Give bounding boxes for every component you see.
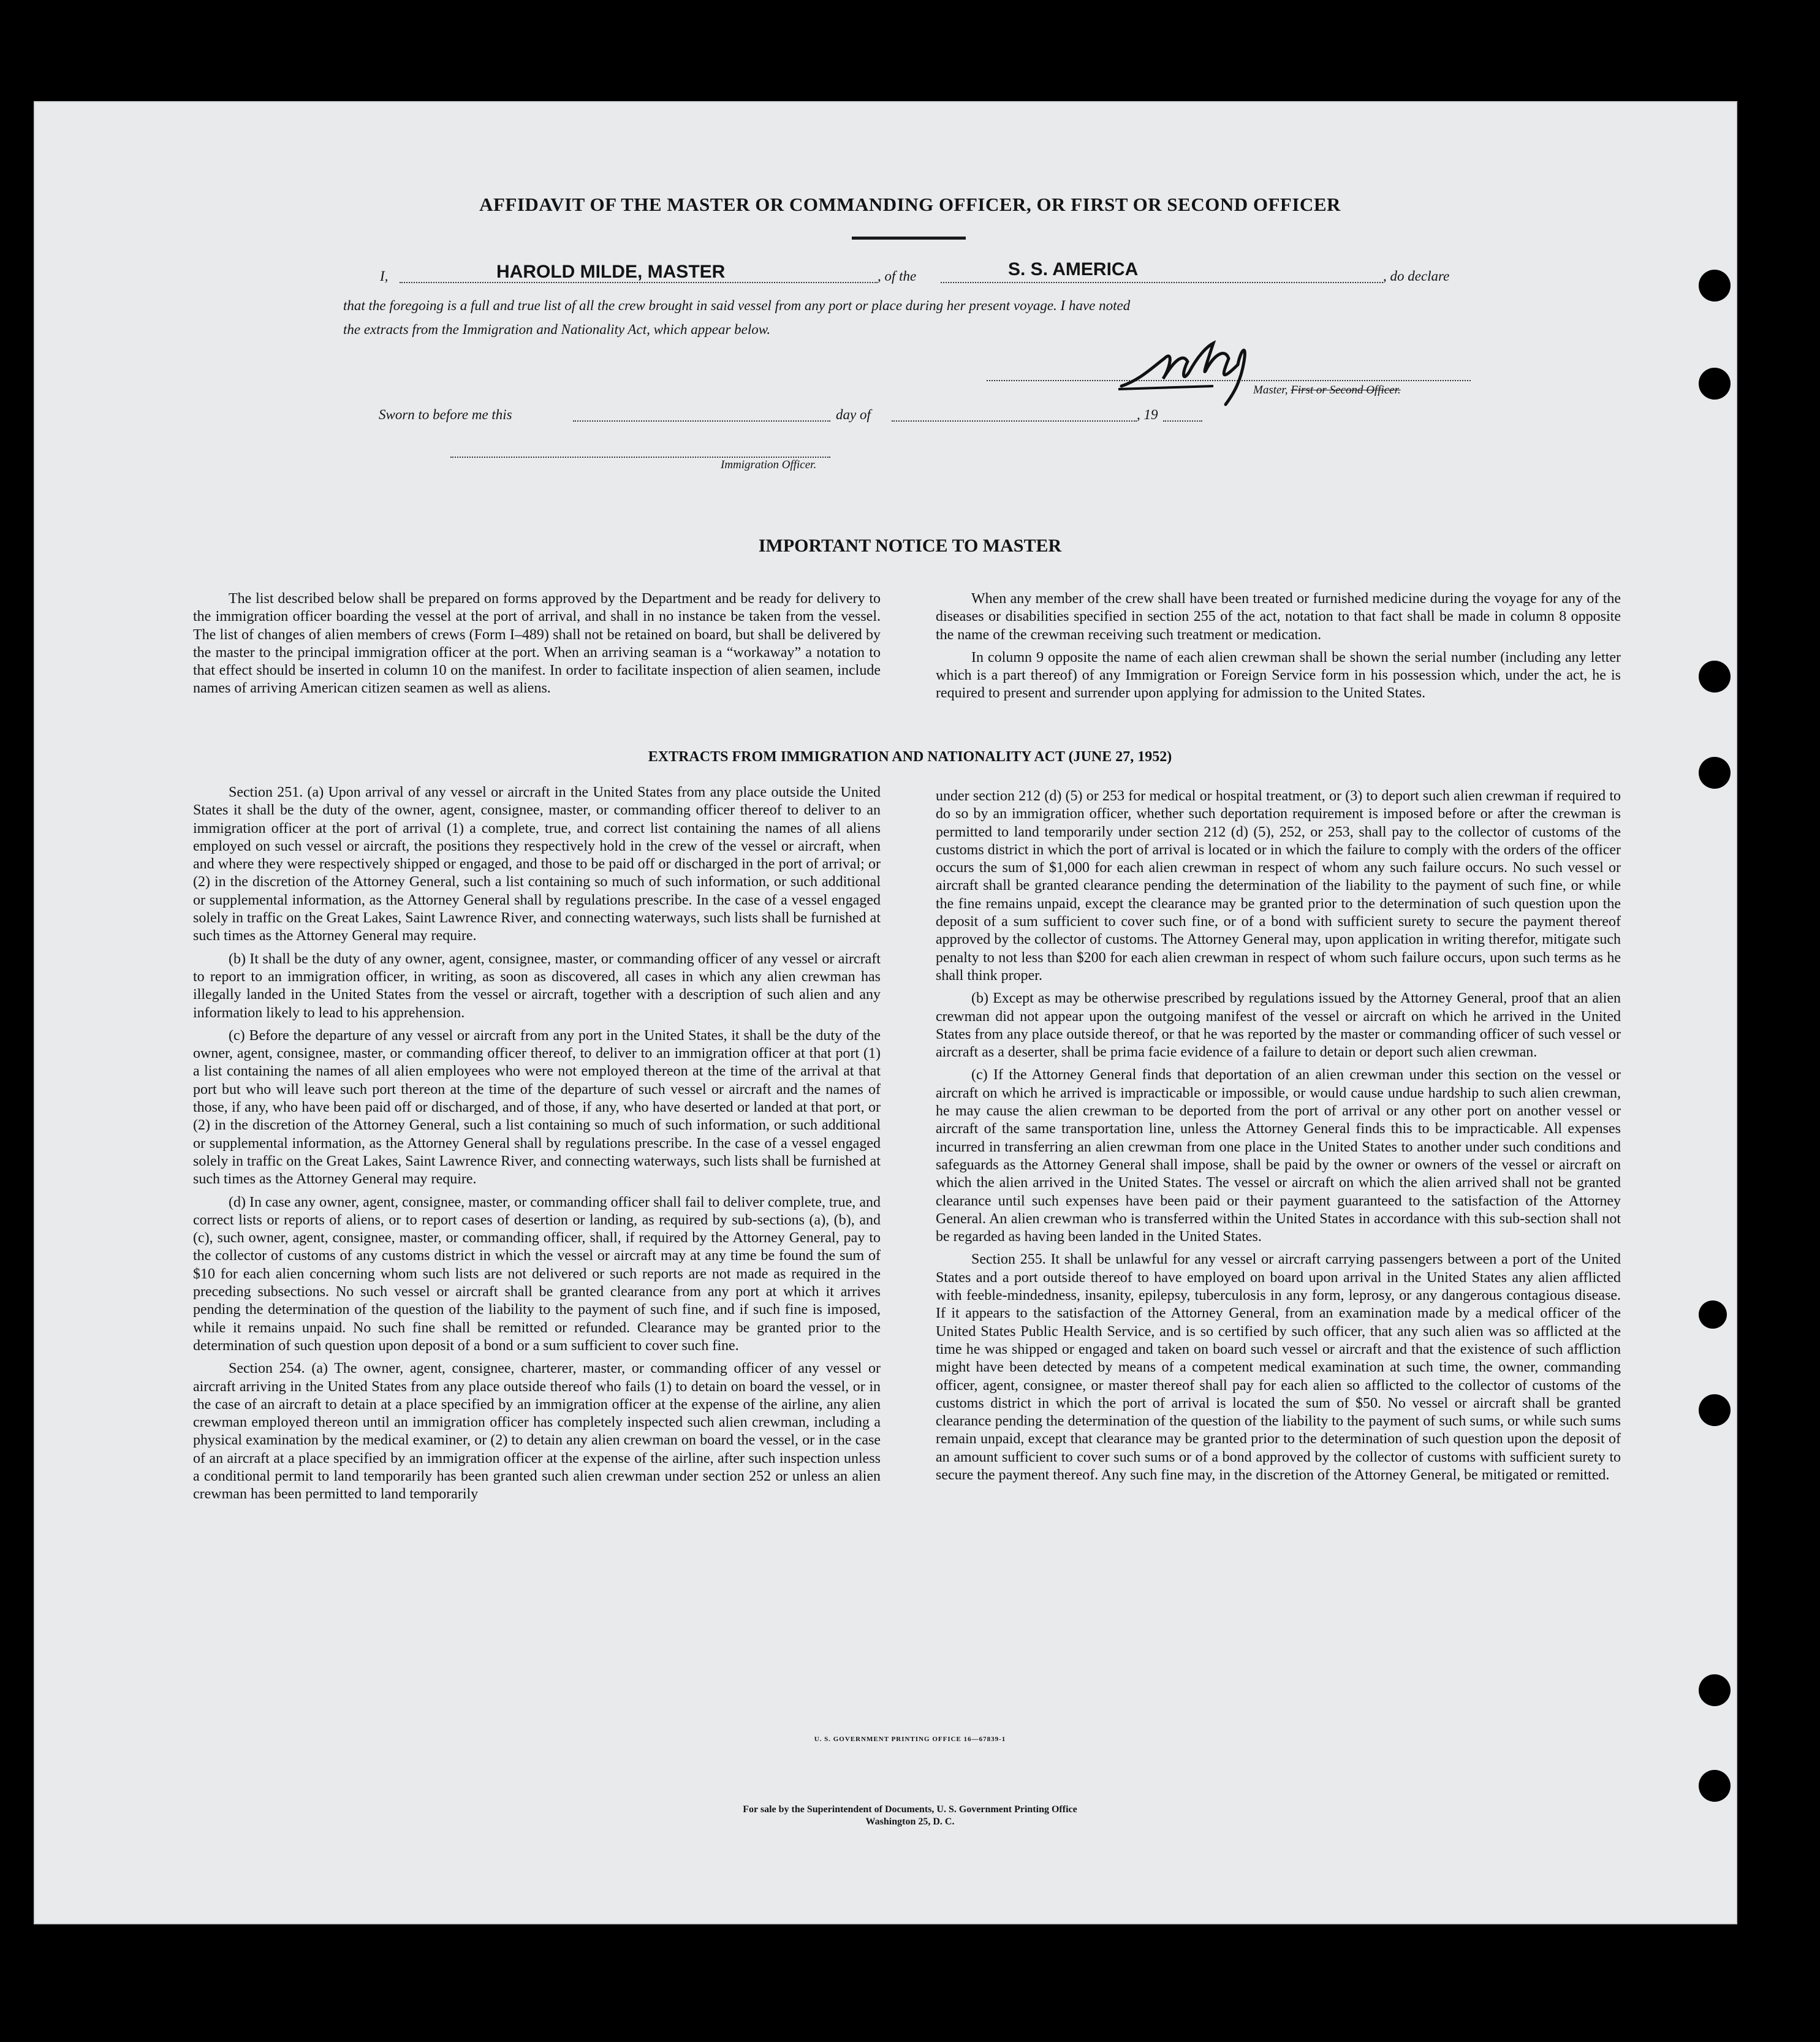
vessel-value: S. S. AMERICA bbox=[1008, 259, 1139, 279]
punch-hole bbox=[1699, 1300, 1727, 1329]
caption-first-second-officer: First or Second Officer. bbox=[1291, 384, 1401, 397]
extracts-right bbox=[936, 788, 1621, 1489]
notice-right-paragraph-2: In column 9 opposite the name of each alien crewman shall be shown the serial number (including any letter which is a part thereof) of any Immigration or Foreign Service form in his possession which, under the act, he is required to present and surrender upon applying for admission to the United States. bbox=[936, 649, 1621, 702]
sworn-day-field[interactable] bbox=[573, 404, 830, 422]
notice-left bbox=[193, 590, 881, 703]
notice-left-paragraph: The list described below shall be prepared on forms approved by the Department and be ready for delivery to the immigration officer boarding the vessel at the port of arrival, and shall in no instance be taken from the vessel. The list of changes of alien members of crews (Form I–489) shall not be retained on board, but shall be delivered by the master to the principal immigration officer at the port. When an arriving seaman is a “workaway” a notation to that effect should be inserted in column 10 on the manifest. In order to facilitate inspection of alien seamen, include names of arriving American citizen seamen as well as aliens. bbox=[193, 591, 881, 697]
name-value: HAROLD MILDE, MASTER bbox=[496, 262, 726, 282]
statement-line-2: the extracts from the Immigration and Nationality Act, which appear below. bbox=[343, 322, 771, 337]
statement-line-1: that the foregoing is a full and true list of all the crew brought in said vessel from any port or place during her present voyage. I have noted bbox=[343, 298, 1131, 313]
caption-master: Master, bbox=[1253, 384, 1288, 397]
section-254-c: (c) If the Attorney General finds that deportation of an alien crewman under this section on the vessel or aircraft on which he arrived is impracticable or impossible, or would cause undue hardship to such alien crewman, he may cause the alien crewman to be deported from the port of arrival or any other port on another vessel or aircraft of the same transportation line, unless the Attorney General finds this to be impracticable. All expenses incurred in transferring an alien crewman from one place in the United States to another under such conditions and safeguards as the Attorney General shall impose, shall be paid by the owner or owners of the vessel or aircraft on which the alien arrived in the United States. The vessel or aircraft on which the alien arrived shall not be granted clearance until such expenses have been paid or their payment guaranteed to the satisfaction of the Attorney General. An alien crewman who is transferred within the United States in accordance with this sub-section shall not be regarded as having been landed in the United States. bbox=[936, 1067, 1621, 1245]
sworn-year-field[interactable] bbox=[1163, 404, 1202, 422]
notice-right-paragraph-1: When any member of the crew shall have been treated or furnished medicine during the voyage for any of the diseases or disabilities specified in section 255 of the act, notation to that fact shall be made in column 8 opposite the name of the crewman receiving such treatment or medication. bbox=[936, 591, 1621, 643]
section-254-b: (b) Except as may be otherwise prescribed by regulations issued by the Attorney General, proof that an alien crewman did not appear upon the outgoing manifest of the vessel or aircraft on which he arrived in the United States from any place outside thereof, or that he was reported by the master or commanding officer of such vessel or aircraft as a deserter, shall be prima facie evidence of a failure to detain or deport such alien crewman. bbox=[936, 990, 1621, 1061]
sale-line-1: For sale by the Superintendent of Documents, U. S. Government Printing Office bbox=[743, 1804, 1077, 1815]
extracts-left bbox=[193, 784, 881, 1509]
immigration-officer-line[interactable] bbox=[450, 444, 830, 458]
title-rule bbox=[852, 237, 966, 240]
section-254-a: Section 254. (a) The owner, agent, consignee, charterer, master, or commanding officer of any vessel or aircraft arriving in the United States from any place outside thereof who fails (1) to detain on board the vessel, or in the case of an aircraft to detain at a place specified by an immigration officer at the expense of the airline, any alien crewman employed thereon until an immigration officer has completely inspected such alien crewman, including a physical examination by the medical examiner, or (2) to detain any alien crewman on board the vessel, or in the case of an aircraft at a place specified by an immigration officer at the expense of the airline, after such inspection unless a conditional permit to land temporarily has been granted such alien crewman under section 252 or unless an alien crewman has been permitted to land temporarily bbox=[193, 1361, 881, 1503]
immigration-officer-label: Immigration Officer. bbox=[721, 458, 817, 471]
section-255: Section 255. It shall be unlawful for any vessel or aircraft carrying passengers between a port of the United States and a port outside thereof to have employed on board upon arrival in the United States any alien afflicted with feeble-mindedness, insanity, epilepsy, tuberculosis in any form, leprosy, or any dangerous contagious disease. If it appears to the satisfaction of the Attorney General, from an examination made by a medical officer of the United States Public Health Service, and is so certified by such officer, that any such alien was so afflicted at the time he was shipped or engaged and taken on board such vessel or aircraft and that the existence of such affliction might have been detected by means of a competent medical examination at such time, the owner, commanding officer, agent, consignee, or master thereof shall pay for each alien so afflicted to the collector of customs of the customs district in which the port of arrival is located the sum of $50. No vessel or aircraft shall be granted clearance pending the determination of the question of the liability to the payment of such sums, or while such sums remain unpaid, except that clearance may be granted prior to the determination of such question upon the deposit of an amount sufficient to cover such sums or of a bond approved by the collector of customs with sufficient surety to secure the payment thereof. Any such fine may, in the discretion of the Attorney General, be mitigated or remitted. bbox=[936, 1251, 1621, 1483]
punch-hole bbox=[1699, 368, 1731, 400]
punch-hole bbox=[1699, 661, 1731, 693]
sale-line-2: Washington 25, D. C. bbox=[865, 1816, 955, 1827]
punch-hole bbox=[1699, 1394, 1731, 1426]
punch-hole bbox=[1699, 1770, 1731, 1802]
signature-mark bbox=[1115, 325, 1268, 411]
notice-title: IMPORTANT NOTICE TO MASTER bbox=[758, 536, 1062, 556]
punch-hole bbox=[1699, 1674, 1731, 1706]
sworn-label: Sworn to before me this bbox=[379, 407, 512, 422]
of-the-label: , of the bbox=[878, 268, 917, 284]
year-prefix: , 19 bbox=[1137, 407, 1158, 422]
sworn-month-field[interactable] bbox=[892, 404, 1137, 422]
section-251-c: (c) Before the departure of any vessel or aircraft from any port in the United States, it shall be the duty of the owner, agent, consignee, master, or commanding officer thereof, to deliver to an immigration officer at that port (1) a list containing the names of all alien employees who were not employed thereon at the time of the arrival at that port but who will leave such port thereon at the time of the departure of such vessel or aircraft and the names of those, if any, who have been paid off or discharged, and of those, if any, who have deserted or landed at that port, or (2) in the discretion of the Attorney General, such a list containing so much of such information, or such additional or supplemental information, as the Attorney General shall by regulations prescribe. In the case of a vessel engaged solely in traffic on the Great Lakes, Saint Lawrence River, and connecting waterways, such lists shall be furnished at such times as the Attorney General may require. bbox=[193, 1027, 881, 1188]
affidavit-title: AFFIDAVIT OF THE MASTER OR COMMANDING OFFICER, OR FIRST OR SECOND OFFICER bbox=[479, 194, 1341, 215]
section-251-a: Section 251. (a) Upon arrival of any vessel or aircraft in the United States from any place outside the United States it shall be the duty of the owner, agent, consignee, master, or commanding officer thereof to deliver to an immigration officer at the port of arrival (1) a complete, true, and correct list containing the names of all aliens employed on such vessel or aircraft, the positions they respectively hold in the crew of the vessel or aircraft, when and where they were respectively shipped or engaged, and those to be paid off or discharged in the port of arrival; or (2) in the discretion of the Attorney General, such a list containing so much of such information, or such additional or supplemental information, as the Attorney General shall by regulations prescribe. In the case of a vessel engaged solely in traffic on the Great Lakes, Saint Lawrence River, and connecting waterways, such lists shall be furnished at such times as the Attorney General may require. bbox=[193, 784, 881, 944]
gpo-print-code: U. S. GOVERNMENT PRINTING OFFICE 16—67839-1 bbox=[814, 1736, 1006, 1743]
punch-hole bbox=[1699, 757, 1731, 789]
signature-caption bbox=[1253, 384, 1401, 397]
notice-right bbox=[936, 590, 1621, 708]
vessel-field[interactable] bbox=[941, 259, 1383, 283]
punch-hole bbox=[1699, 270, 1731, 302]
name-field[interactable] bbox=[400, 262, 878, 283]
section-251-d: (d) In case any owner, agent, consignee, master, or commanding officer shall fail to deliver complete, true, and correct lists or reports of aliens, or to report cases of desertion or landing, as required by sub-sections (a), (b), and (c), such owner, agent, consignee, master, or commanding officer, shall, if required by the Attorney General, pay to the collector of customs of any customs district in which the vessel or aircraft may at any time be found the sum of $10 for each alien concerning whom such lists are not delivered or such reports are not made as required in the preceding subsections. No such vessel or aircraft shall be granted clearance from any port at which it arrives pending the determination of the question of the liability to the payment of such fine, and if such fine is imposed, while it remains unpaid. No such fine shall be remitted or refunded. Clearance may be granted prior to the determination of such question upon deposit of a bond or a sum sufficient to cover such fine. bbox=[193, 1194, 881, 1354]
section-251-b: (b) It shall be the duty of any owner, agent, consignee, master, or commanding officer of any vessel or aircraft to report to an immigration officer, in writing, as soon as discovered, all cases in which any alien crewman has illegally landed in the United States from the vessel or aircraft, together with a description of such alien and any information likely to lead to his apprehension. bbox=[193, 951, 881, 1021]
i-label: I, bbox=[380, 268, 389, 284]
extracts-title: EXTRACTS FROM IMMIGRATION AND NATIONALITY ACT (JUNE 27, 1952) bbox=[648, 749, 1172, 765]
day-of-label: day of bbox=[836, 407, 871, 422]
section-254-a-cont: under section 212 (d) (5) or 253 for medical or hospital treatment, or (3) to deport such alien crewman if required to do so by an immigration officer, whether such deportation requirement is imposed before or after the crewman is permitted to land temporarily under section 212 (d) (5), 252, or 253, shall pay to the collector of customs of the customs district in which the port of arrival is located or in which the failure to comply with the orders of the officer occurs the sum of $1,000 for each alien crewman in respect of whom any such failure occurs. No such vessel or aircraft shall be granted clearance pending the determination of the liability to the payment of such fine, or while the fine remains unpaid, except the clearance may be granted prior to the determination of such question upon the deposit of a sum sufficient to cover such fine, or of a bond with sufficient surety to secure the payment thereof approved by the collector of customs. The Attorney General may, upon application in writing therefor, mitigate such penalty to not less than $200 for each alien crewman in respect of whom such failure occurs, upon such terms as he shall think proper. bbox=[936, 788, 1621, 984]
do-declare-label: , do declare bbox=[1383, 268, 1450, 284]
